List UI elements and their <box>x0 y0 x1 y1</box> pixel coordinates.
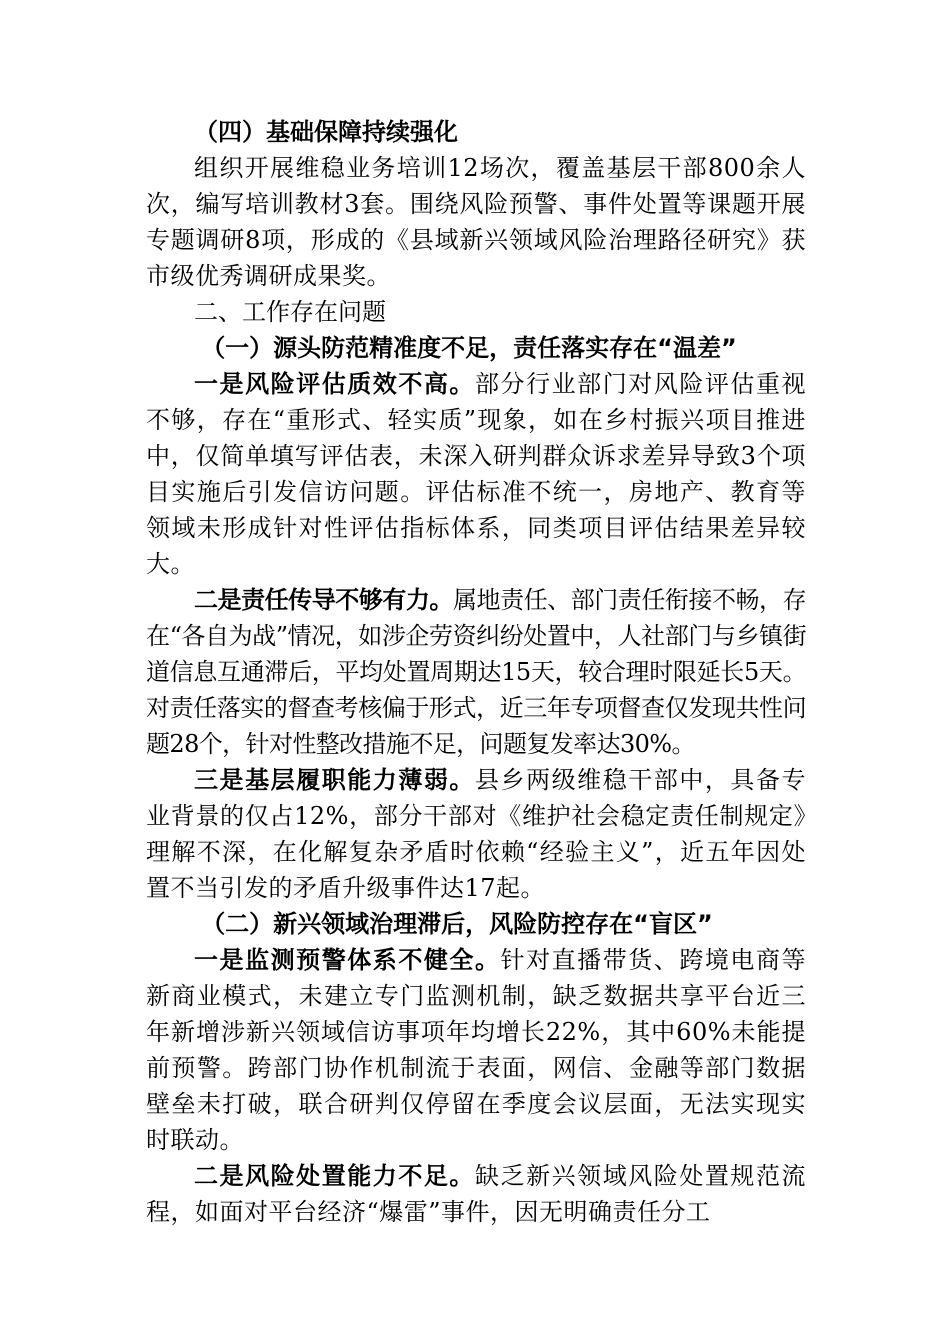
document-body <box>146 114 806 1230</box>
paragraph-responsibility-transmission <box>146 582 806 762</box>
paragraph-body-text: 属地责任、部门责任衔接不畅，存在“各自为战”情况，如涉企劳资纠纷处置中，人社部门与乡镇街道信息互通滞后，平均处置周期达15天，较合理时限延长5天。对责任落实的督查考核偏于形式，近三年专项督查仅发现共性问题28个，针对性整改措施不足，问题复发率达30%。 <box>146 586 806 758</box>
paragraph-lead-text: 二是风险处置能力不足。 <box>194 1161 475 1190</box>
paragraph-body-text: 县乡两级维稳干部中，具备专业背景的仅占12%，部分干部对《维护社会稳定责任制规定》理解不深，在化解复杂矛盾时依赖“经验主义”，近五年因处置不当引发的矛盾升级事件达17起。 <box>146 766 807 902</box>
paragraph-body-text: 针对直播带货、跨境电商等新商业模式，未建立专门监测机制，缺乏数据共享平台近三年新增涉新兴领域信访事项年均增长22%，其中60%未能提前预警。跨部门协作机制流于表面，网信、金融等部门数据壁垒未打破，联合研判仅停留在季度会议层面，无法实现实时联动。 <box>146 946 807 1154</box>
paragraph-risk-assessment <box>146 366 806 582</box>
paragraph-lead-text: 一是监测预警体系不健全。 <box>194 945 501 974</box>
paragraph-risk-handling <box>146 1158 806 1230</box>
section-heading-basic-support: （四）基础保障持续强化 <box>194 118 458 146</box>
paragraph-lead-text: 三是基层履职能力薄弱。 <box>194 765 475 794</box>
paragraph-body-text: 部分行业部门对风险评估重视不够，存在“重形式、轻实质”现象，如在乡村振兴项目推进中，仅简单填写评估表，未深入研判群众诉求差异导致3个项目实施后引发信访问题。评估标准不统一，房地产、教育等领域未形成针对性评估指标体系，同类项目评估结果差异较大。 <box>146 370 807 578</box>
paragraph-monitoring-warning <box>146 942 806 1158</box>
paragraph-grassroots-capacity <box>146 762 806 906</box>
paragraph-body-text: 缺乏新兴领域风险处置规范流程，如面对平台经济“爆雷”事件，因无明确责任分工 <box>146 1162 807 1226</box>
paragraph-lead-text: 一是风险评估质效不高。 <box>194 369 475 398</box>
paragraph-lead-text: 二是责任传导不够有力。 <box>194 585 453 614</box>
part-heading-problems: 二、工作存在问题 <box>194 298 386 326</box>
paragraph-training-research: 组织开展维稳业务培训12场次，覆盖基层干部800余人次，编写培训教材3套。围绕风险预警、事件处置等课题开展专题调研8项，形成的《县域新兴领域风险治理路径研究》获市级优秀调研成果奖。 <box>146 154 806 290</box>
subsection-heading-source-prevention: （一）源头防范精准度不足，责任落实存在“温差” <box>201 334 737 362</box>
subsection-heading-emerging-fields: （二）新兴领域治理滞后，风险防控存在“盲区” <box>201 910 713 938</box>
